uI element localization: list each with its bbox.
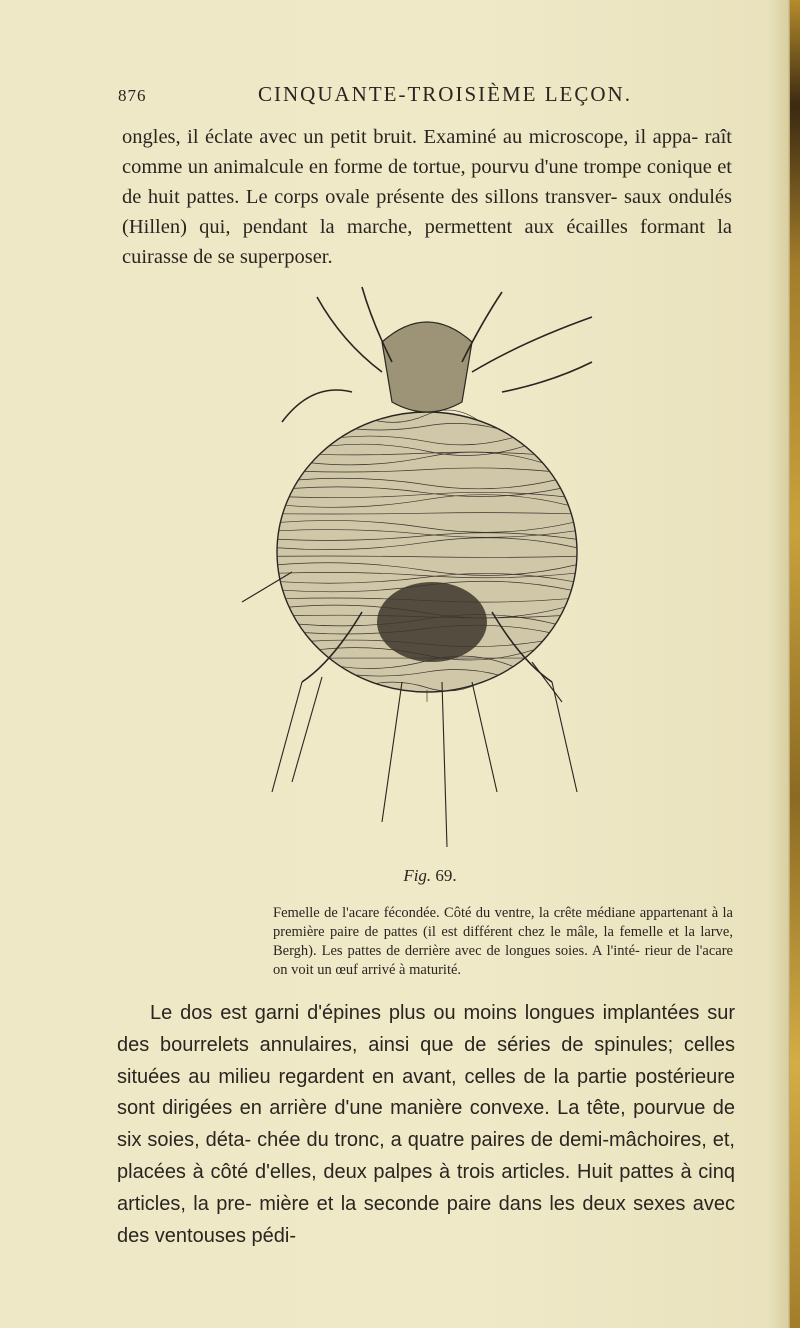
seta-left-3 bbox=[382, 682, 402, 822]
seta-right-1 bbox=[552, 682, 577, 792]
figure-illustration bbox=[232, 282, 632, 852]
paragraph-2: Le dos est garni d'épines plus ou moins longues implantées sur des bourrelets annulaires, ainsi que de séries de spinules; celles situées au milieu regardent en avant, celles de la partie postérieure sont dirigées en arrière d'une manière convexe. La tête, pourvue de six soies, déta- chée du tronc, a quatre paires de demi-mâchoires, et, placées à côté d'elles, deux palpes à trois articles. Huit pattes à cinq articles, la pre- mière et la seconde paire dans les deux sexes avec des ventouses pédi- bbox=[117, 1002, 735, 1247]
front-leg-left-1 bbox=[317, 297, 382, 372]
book-spine-edge bbox=[790, 0, 800, 1328]
front-leg-right-3 bbox=[502, 362, 592, 392]
figure-number: 69. bbox=[435, 866, 457, 885]
acarus-head bbox=[382, 322, 472, 412]
seta-center bbox=[442, 682, 447, 847]
front-leg-left-3 bbox=[282, 390, 352, 422]
seta-left-2 bbox=[292, 677, 322, 782]
page-header bbox=[118, 82, 738, 112]
figure-title bbox=[0, 866, 800, 886]
paragraph-1: ongles, il éclate avec un petit bruit. Examiné au microscope, il appa- raît comme un animalcule en forme de tortue, pourvu d'une trompe conique et de huit pattes. Le corps ovale présente des sillons transver- saux ondulés (Hillen) qui, pendant la marche, permettent aux écailles formant la cuirasse de se superposer. bbox=[122, 126, 732, 268]
figure-caption: Femelle de l'acare fécondée. Côté du ventre, la crête médiane appartenant à la première paire de pattes (il est différent chez le mâle, la femelle et la larve, Bergh). Les pattes de derrière avec de longues soies. A l'inté- rieur de l'acare on voit un œuf arrivé à maturité. bbox=[273, 905, 733, 978]
seta-right-3 bbox=[472, 682, 497, 792]
acarus-egg bbox=[377, 582, 487, 662]
seta-left-1 bbox=[272, 682, 302, 792]
page-number: 876 bbox=[118, 86, 147, 105]
front-leg-right-1 bbox=[462, 292, 502, 362]
seta-right-2 bbox=[532, 662, 562, 702]
figure-label: Fig. bbox=[403, 866, 432, 885]
running-head: CINQUANTE-TROISIÈME LEÇON. bbox=[258, 82, 632, 106]
acarus-engraving bbox=[232, 282, 632, 852]
front-leg-right-2 bbox=[472, 317, 592, 372]
